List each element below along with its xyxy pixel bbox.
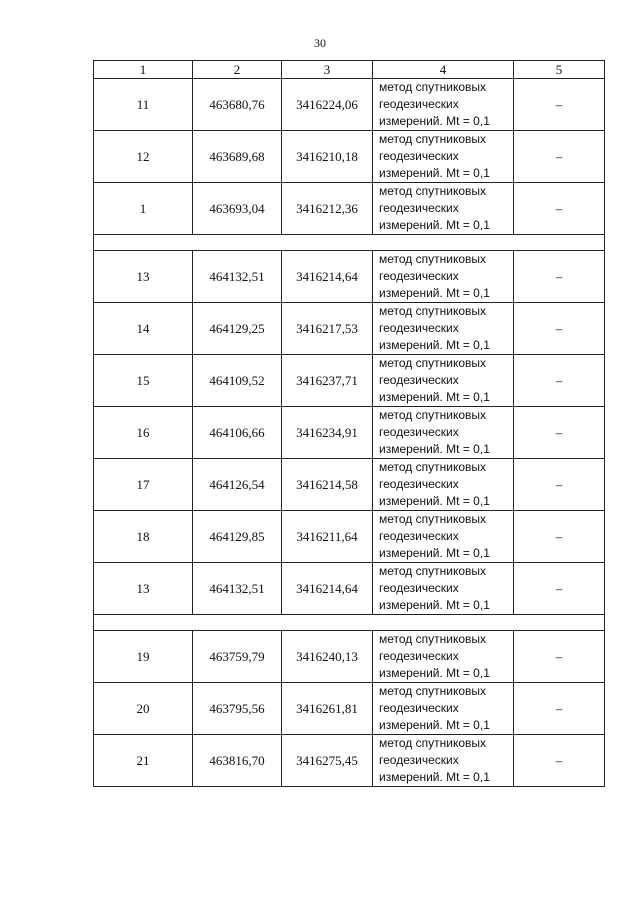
point-number-cell: 15: [94, 355, 193, 407]
coordinates-table: [93, 60, 605, 787]
table-row: [94, 683, 605, 735]
header-col-2: 2: [193, 61, 282, 79]
y-coordinate-cell: 3416212,36: [282, 183, 373, 235]
method-line: метод спутниковых: [379, 460, 487, 474]
method-line: измерений. Mt = 0,1: [379, 442, 490, 456]
method-line: измерений. Mt = 0,1: [379, 546, 490, 560]
note-cell: –: [514, 735, 605, 787]
method-cell: [373, 683, 514, 735]
method-line: метод спутниковых: [379, 356, 487, 370]
group-separator-cell: [94, 615, 605, 631]
method-line: измерений. Mt = 0,1: [379, 770, 490, 784]
method-line: геодезических: [379, 201, 459, 215]
method-line: измерений. Mt = 0,1: [379, 666, 490, 680]
method-line: геодезических: [379, 373, 459, 387]
note-cell: –: [514, 183, 605, 235]
method-line: метод спутниковых: [379, 564, 487, 578]
table-row: [94, 407, 605, 459]
method-line: метод спутниковых: [379, 512, 487, 526]
method-cell: [373, 735, 514, 787]
method-line: метод спутниковых: [379, 184, 487, 198]
x-coordinate-cell: 464132,51: [193, 563, 282, 615]
y-coordinate-cell: 3416234,91: [282, 407, 373, 459]
method-cell: [373, 563, 514, 615]
table-row: [94, 79, 605, 131]
point-number-cell: 13: [94, 251, 193, 303]
note-cell: –: [514, 683, 605, 735]
group-separator-cell: [94, 235, 605, 251]
point-number-cell: 12: [94, 131, 193, 183]
method-line: метод спутниковых: [379, 632, 487, 646]
table-body: [94, 61, 605, 787]
method-line: измерений. Mt = 0,1: [379, 338, 490, 352]
note-cell: –: [514, 459, 605, 511]
method-line: измерений. Mt = 0,1: [379, 218, 490, 232]
point-number-cell: 17: [94, 459, 193, 511]
method-line: геодезических: [379, 649, 459, 663]
y-coordinate-cell: 3416237,71: [282, 355, 373, 407]
method-line: метод спутниковых: [379, 252, 487, 266]
point-number-cell: 1: [94, 183, 193, 235]
method-cell: [373, 183, 514, 235]
x-coordinate-cell: 464129,85: [193, 511, 282, 563]
method-cell: [373, 511, 514, 563]
method-line: геодезических: [379, 753, 459, 767]
note-cell: –: [514, 355, 605, 407]
y-coordinate-cell: 3416224,06: [282, 79, 373, 131]
table-row: [94, 511, 605, 563]
method-line: измерений. Mt = 0,1: [379, 718, 490, 732]
y-coordinate-cell: 3416211,64: [282, 511, 373, 563]
method-line: геодезических: [379, 529, 459, 543]
point-number-cell: 20: [94, 683, 193, 735]
method-line: измерений. Mt = 0,1: [379, 114, 490, 128]
method-cell: [373, 131, 514, 183]
x-coordinate-cell: 464132,51: [193, 251, 282, 303]
y-coordinate-cell: 3416214,64: [282, 251, 373, 303]
method-cell: [373, 355, 514, 407]
x-coordinate-cell: 463759,79: [193, 631, 282, 683]
y-coordinate-cell: 3416214,64: [282, 563, 373, 615]
header-col-3: 3: [282, 61, 373, 79]
x-coordinate-cell: 464126,54: [193, 459, 282, 511]
note-cell: –: [514, 511, 605, 563]
x-coordinate-cell: 463680,76: [193, 79, 282, 131]
point-number-cell: 14: [94, 303, 193, 355]
y-coordinate-cell: 3416214,58: [282, 459, 373, 511]
table-row: [94, 563, 605, 615]
x-coordinate-cell: 464106,66: [193, 407, 282, 459]
table-row: [94, 183, 605, 235]
x-coordinate-cell: 463693,04: [193, 183, 282, 235]
method-cell: [373, 251, 514, 303]
table-row: [94, 251, 605, 303]
note-cell: –: [514, 79, 605, 131]
point-number-cell: 11: [94, 79, 193, 131]
group-separator-row: [94, 615, 605, 631]
method-line: измерений. Mt = 0,1: [379, 598, 490, 612]
point-number-cell: 16: [94, 407, 193, 459]
method-line: измерений. Mt = 0,1: [379, 390, 490, 404]
method-line: геодезических: [379, 97, 459, 111]
method-line: геодезических: [379, 425, 459, 439]
x-coordinate-cell: 464129,25: [193, 303, 282, 355]
method-cell: [373, 459, 514, 511]
x-coordinate-cell: 464109,52: [193, 355, 282, 407]
table-row: [94, 459, 605, 511]
table-row: [94, 631, 605, 683]
point-number-cell: 18: [94, 511, 193, 563]
table-row: [94, 735, 605, 787]
method-cell: [373, 407, 514, 459]
method-line: метод спутниковых: [379, 736, 487, 750]
method-line: геодезических: [379, 477, 459, 491]
point-number-cell: 21: [94, 735, 193, 787]
method-line: метод спутниковых: [379, 80, 487, 94]
table-row: [94, 131, 605, 183]
note-cell: –: [514, 131, 605, 183]
method-line: геодезических: [379, 149, 459, 163]
table-row: [94, 355, 605, 407]
method-line: метод спутниковых: [379, 304, 487, 318]
method-line: геодезических: [379, 581, 459, 595]
method-line: измерений. Mt = 0,1: [379, 286, 490, 300]
method-line: измерений. Mt = 0,1: [379, 494, 490, 508]
x-coordinate-cell: 463689,68: [193, 131, 282, 183]
method-line: метод спутниковых: [379, 684, 487, 698]
header-col-1: 1: [94, 61, 193, 79]
y-coordinate-cell: 3416217,53: [282, 303, 373, 355]
method-line: метод спутниковых: [379, 408, 487, 422]
group-separator-row: [94, 235, 605, 251]
y-coordinate-cell: 3416275,45: [282, 735, 373, 787]
x-coordinate-cell: 463816,70: [193, 735, 282, 787]
x-coordinate-cell: 463795,56: [193, 683, 282, 735]
y-coordinate-cell: 3416210,18: [282, 131, 373, 183]
method-line: геодезических: [379, 321, 459, 335]
y-coordinate-cell: 3416240,13: [282, 631, 373, 683]
method-cell: [373, 631, 514, 683]
note-cell: –: [514, 251, 605, 303]
y-coordinate-cell: 3416261,81: [282, 683, 373, 735]
note-cell: –: [514, 631, 605, 683]
method-cell: [373, 303, 514, 355]
note-cell: –: [514, 303, 605, 355]
method-line: геодезических: [379, 701, 459, 715]
table-row: [94, 303, 605, 355]
header-col-5: 5: [514, 61, 605, 79]
page-number: 30: [314, 36, 326, 50]
method-line: геодезических: [379, 269, 459, 283]
point-number-cell: 13: [94, 563, 193, 615]
note-cell: –: [514, 407, 605, 459]
note-cell: –: [514, 563, 605, 615]
header-col-4: 4: [373, 61, 514, 79]
method-line: метод спутниковых: [379, 132, 487, 146]
method-line: измерений. Mt = 0,1: [379, 166, 490, 180]
table-header-row: [94, 61, 605, 79]
method-cell: [373, 79, 514, 131]
point-number-cell: 19: [94, 631, 193, 683]
